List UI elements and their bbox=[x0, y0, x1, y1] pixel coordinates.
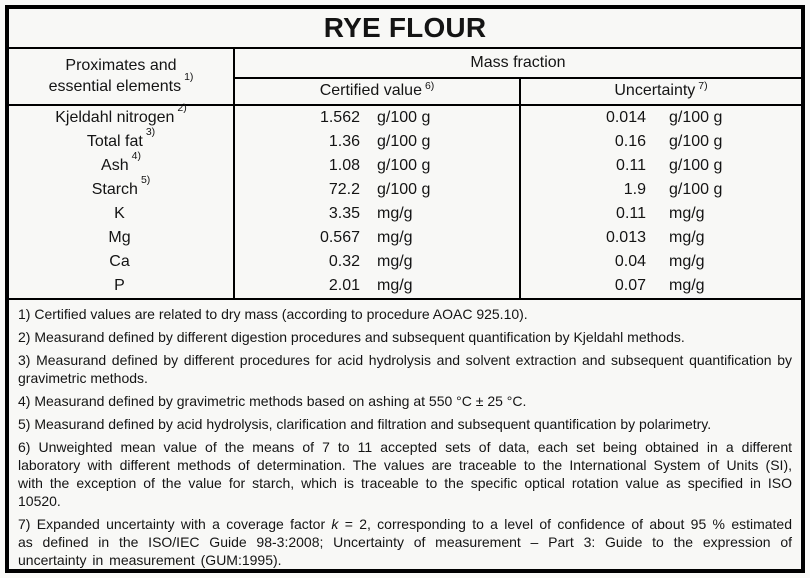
certified-value: 1.08 bbox=[328, 157, 360, 174]
table-row bbox=[9, 173, 801, 202]
uncertainty-cell bbox=[521, 154, 801, 178]
uncertainty-unit: mg/g bbox=[669, 205, 705, 222]
certified-unit: g/100 g bbox=[377, 181, 431, 198]
column-header-proximates bbox=[9, 49, 235, 104]
sub-headers-row bbox=[235, 79, 801, 104]
footnote-7-marker: 7) bbox=[18, 516, 31, 532]
uncertainty-cell bbox=[521, 178, 801, 202]
uncertainty-unit: g/100 g bbox=[669, 181, 723, 198]
title-row bbox=[9, 9, 801, 49]
uncertainty-value: 0.014 bbox=[605, 109, 646, 126]
page-title: RYE FLOUR bbox=[323, 11, 487, 43]
row-label: Kjeldahl nitrogen$^{2)}$ bbox=[9, 106, 235, 130]
uncertainty-cell bbox=[521, 250, 801, 274]
uncertainty-cell bbox=[521, 202, 801, 226]
uncertainty-value: 0.013 bbox=[605, 229, 646, 246]
certified-unit: mg/g bbox=[377, 205, 413, 222]
certified-value: 1.36 bbox=[328, 133, 360, 150]
certified-unit: mg/g bbox=[377, 229, 413, 246]
footnote-2-marker: 2) bbox=[18, 329, 31, 345]
certified-value: 0.567 bbox=[319, 229, 360, 246]
footnote-6-text: Unweighted mean value of the means of 7 to 11 accepted sets of data, each set being obtained in a different laboratory with different methods of determination. The values are traceable to the International System of Units (SI), with the exception of the value for starch, which is traceable to the specific optical rotation value as specified in ISO 10520. bbox=[18, 439, 792, 509]
footnote-5-text: Measurand defined by acid hydrolysis, clarification and filtration and subsequent quantification by polarimetry. bbox=[34, 416, 712, 432]
footnote-1-text: Certified values are related to dry mass (according to procedure AOAC 925.10). bbox=[34, 306, 528, 322]
footnote-7 bbox=[18, 515, 792, 569]
certified-value-cell bbox=[235, 130, 521, 154]
uncertainty-cell bbox=[521, 226, 801, 250]
table-row bbox=[9, 226, 801, 250]
footnote-2 bbox=[18, 328, 792, 346]
certified-unit: g/100 g bbox=[377, 157, 431, 174]
footnote-3 bbox=[18, 351, 792, 387]
uncertainty-unit: g/100 g bbox=[669, 157, 723, 174]
certified-unit: g/100 g bbox=[377, 133, 431, 150]
row-label: Total fat$^{3)}$ bbox=[9, 130, 235, 154]
footnote-ref: 3) bbox=[145, 125, 156, 138]
footnote-5 bbox=[18, 415, 792, 433]
row-label: Mg bbox=[9, 226, 235, 250]
footnote-5-marker: 5) bbox=[18, 416, 31, 432]
certified-value: 72.2 bbox=[328, 181, 360, 198]
footnote-6 bbox=[18, 438, 792, 510]
footnote-ref: 4) bbox=[131, 149, 141, 162]
footnote-7-text-pre: Expanded uncertainty with a coverage factor bbox=[36, 516, 332, 532]
proximates-header-line2: essential elements$^{1)}$ bbox=[48, 70, 194, 96]
footnote-ref: 2) bbox=[177, 101, 187, 114]
row-label: K bbox=[9, 202, 235, 226]
footnote-6-marker: 6) bbox=[18, 439, 31, 455]
footnote-4-text: Measurand defined by gravimetric methods based on ashing at 550 °C ± 25 °C. bbox=[34, 393, 527, 409]
certified-value: 0.32 bbox=[328, 253, 360, 270]
uncertainty-unit: g/100 g bbox=[669, 133, 723, 150]
uncertainty-cell bbox=[521, 130, 801, 154]
row-label: Starch$^{5)}$ bbox=[9, 178, 235, 202]
footnote-3-marker: 3) bbox=[18, 352, 31, 368]
certified-unit: g/100 g bbox=[377, 109, 431, 126]
certified-value-cell bbox=[235, 154, 521, 178]
uncertainty-unit: mg/g bbox=[669, 277, 705, 294]
footnote-1 bbox=[18, 305, 792, 323]
certified-value-cell bbox=[235, 106, 521, 130]
table-row bbox=[9, 274, 801, 298]
column-header-mass-fraction: Mass fraction bbox=[235, 49, 801, 79]
uncertainty-value: 0.11 bbox=[616, 205, 646, 222]
certified-value: 1.562 bbox=[319, 109, 360, 126]
footnote-2-text: Measurand defined by different digestion procedures and subsequent quantification by Kjeldahl methods. bbox=[34, 329, 685, 345]
uncertainty-value: 0.16 bbox=[614, 133, 646, 150]
certified-value-cell bbox=[235, 274, 521, 298]
footnote-4-marker: 4) bbox=[18, 393, 31, 409]
uncertainty-value: 1.9 bbox=[623, 181, 646, 198]
certificate-table bbox=[5, 5, 805, 573]
uncertainty-cell bbox=[521, 106, 801, 130]
column-header-uncertainty: Uncertainty $^{7)}$ bbox=[614, 80, 708, 100]
footnote-ref: 5) bbox=[140, 173, 151, 186]
uncertainty-value: 0.04 bbox=[614, 253, 646, 270]
row-label: P bbox=[9, 274, 235, 298]
uncertainty-unit: mg/g bbox=[669, 253, 705, 270]
uncertainty-cell bbox=[521, 274, 801, 298]
footnotes-section bbox=[9, 298, 801, 569]
certified-value-cell bbox=[235, 178, 521, 202]
footnote-ref-1: 1) bbox=[184, 70, 194, 83]
table-row bbox=[9, 149, 801, 178]
certified-value-cell bbox=[235, 202, 521, 226]
footnote-4 bbox=[18, 392, 792, 410]
table-body bbox=[9, 101, 801, 298]
mass-fraction-header-group bbox=[235, 49, 801, 104]
table-row bbox=[9, 125, 801, 154]
certified-value: 2.01 bbox=[328, 277, 360, 294]
column-header-certified-value: Certified value $^{6)}$ bbox=[235, 79, 521, 104]
certified-value: 3.35 bbox=[328, 205, 360, 222]
certified-value-cell bbox=[235, 226, 521, 250]
coverage-factor-k: k bbox=[331, 516, 339, 532]
uncertainty-value: 0.07 bbox=[614, 277, 646, 294]
table-row bbox=[9, 250, 801, 274]
table-row bbox=[9, 101, 801, 130]
uncertainty-unit: g/100 g bbox=[669, 109, 723, 126]
row-label: Ca bbox=[9, 250, 235, 274]
table-header bbox=[9, 49, 801, 106]
certified-unit: mg/g bbox=[377, 277, 413, 294]
footnote-3-text: Measurand defined by different procedures for acid hydrolysis and solvent extraction and subsequent quantification by gravimetric methods. bbox=[18, 352, 792, 386]
table-row bbox=[9, 202, 801, 226]
certified-value-cell bbox=[235, 250, 521, 274]
row-label: Ash$^{4)}$ bbox=[9, 154, 235, 178]
footnote-1-marker: 1) bbox=[18, 306, 31, 322]
footnote-7-text-post: = 2, corresponding to a level of confidence of about 95 % estimated as defined in the ISO/IEC Guide 98-3:2008; Uncertainty of measurement – Part 3: Guide to the expression of uncertainty in measurement (GUM:1995). bbox=[18, 516, 793, 568]
certified-unit: mg/g bbox=[377, 253, 413, 270]
proximates-header-line1: Proximates and bbox=[65, 57, 177, 75]
uncertainty-unit: mg/g bbox=[669, 229, 705, 246]
uncertainty-value: 0.11 bbox=[616, 157, 646, 174]
